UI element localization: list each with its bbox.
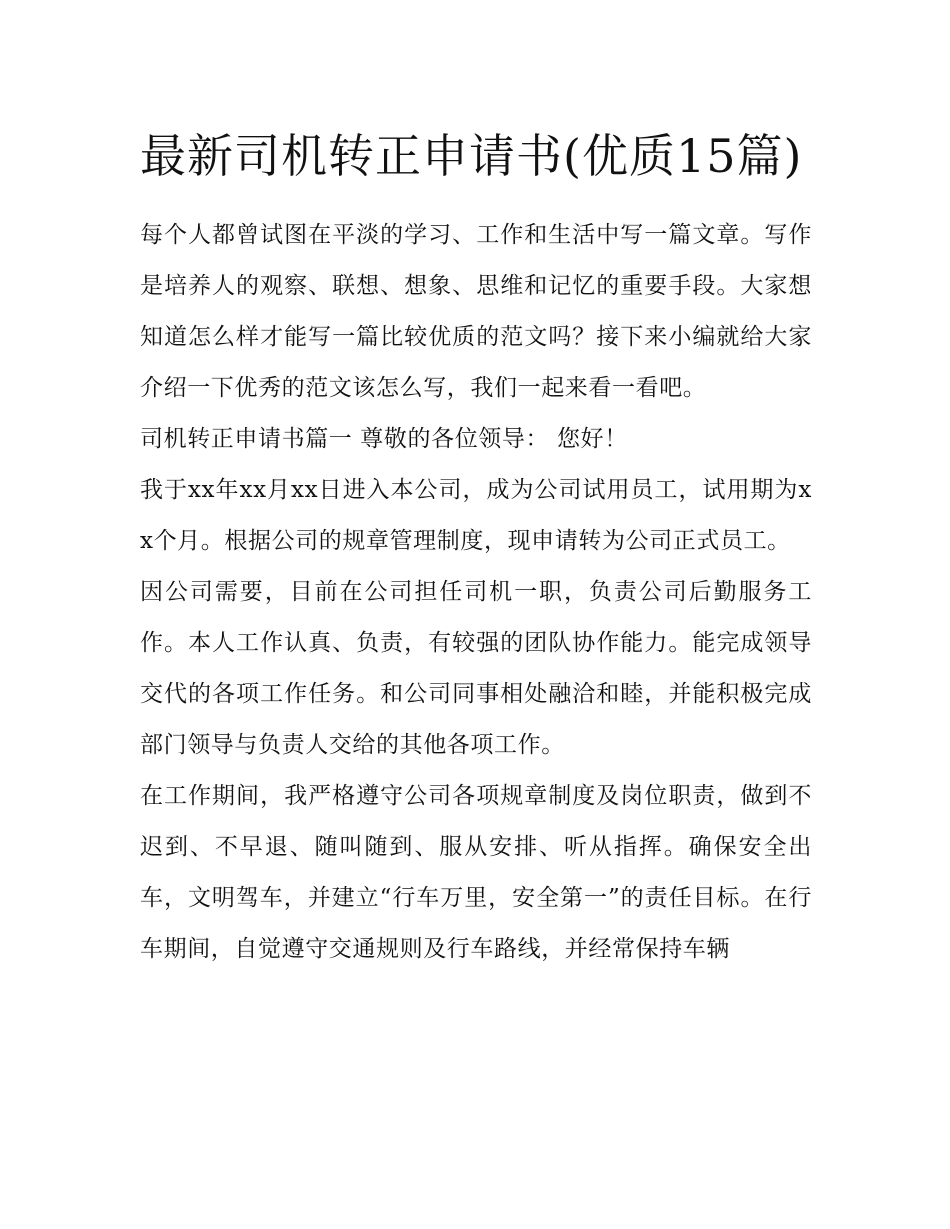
document-title: 最新司机转正申请书(优质15篇) [140, 129, 803, 183]
document-body [140, 118, 812, 975]
paragraph-entry: 我于xx年xx月xx日进入本公司，成为公司试用员工，试用期为xx个月。根据公司的规章管理制度，现申请转为公司正式员工。 [140, 477, 812, 554]
paragraph-conduct: 在工作期间，我严格遵守公司各项规章制度及岗位职责，做到不迟到、不早退、随叫随到、服从安排、听从指挥。确保安全出车，文明驾车，并建立“行车万里，安全第一”的责任目标。在行车期间，自觉遵守交通规则及行车路线，并经常保持车辆 [140, 783, 812, 962]
paragraph-intro: 每个人都曾试图在平淡的学习、工作和生活中写一篇文章。写作是培养人的观察、联想、想象、思维和记忆的重要手段。大家想知道怎么样才能写一篇比较优质的范文吗？接下来小编就给大家介绍一下优秀的范文该怎么写，我们一起来看一看吧。 [140, 222, 812, 401]
paragraph-duties: 因公司需要，目前在公司担任司机一职，负责公司后勤服务工作。本人工作认真、负责，有较强的团队协作能力。能完成领导交代的各项工作任务。和公司同事相处融洽和睦，并能积极完成部门领导与负责人交给的其他各项工作。 [140, 579, 812, 758]
paragraph-salutation: 司机转正申请书篇一 尊敬的各位领导： 您好！ [140, 426, 628, 452]
